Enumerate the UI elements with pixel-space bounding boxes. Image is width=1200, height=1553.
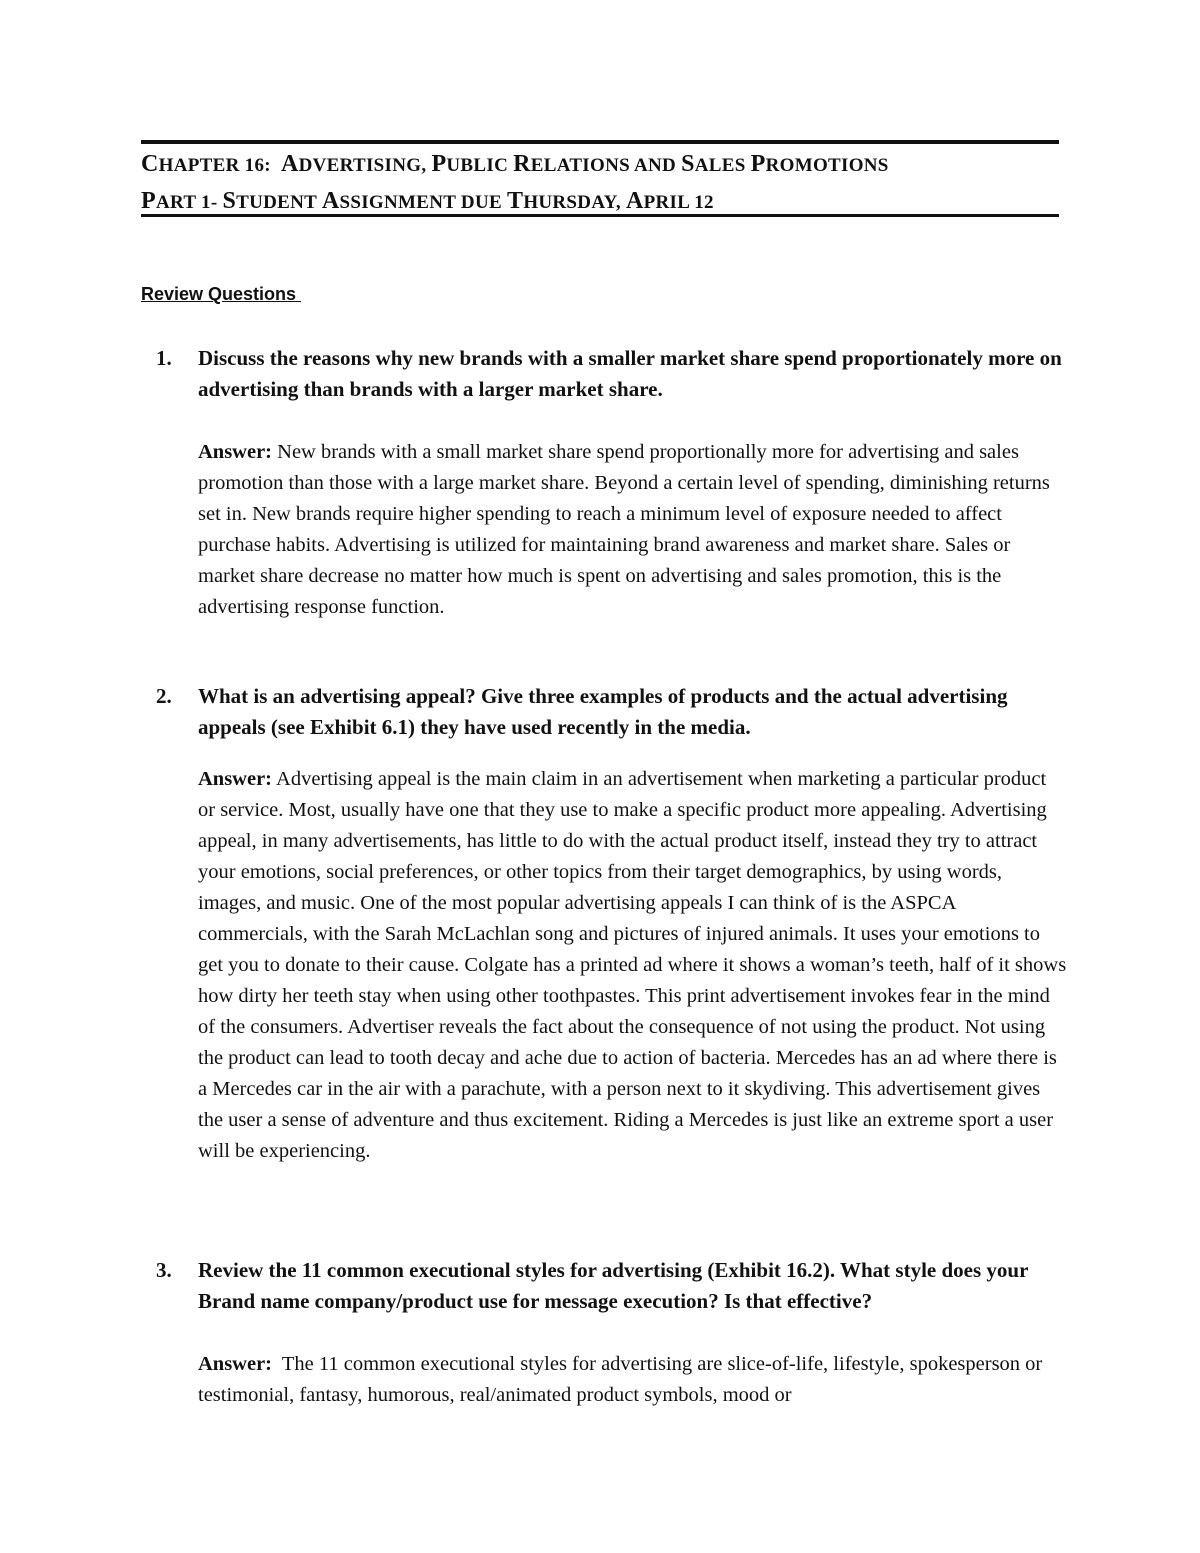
cap-letter: R (513, 151, 531, 177)
assignment-subtitle (141, 189, 714, 215)
heading-text: ELATIONS AND (530, 155, 682, 176)
answer-block (198, 764, 1068, 1167)
heading-text: ALES (694, 155, 751, 176)
heading-text: ROMOTIONS (765, 155, 889, 176)
cap-letter: P (141, 188, 156, 214)
section-title: Review Questions (141, 284, 302, 304)
answer-block (198, 1349, 1068, 1411)
heading-text: DVERTISING, (298, 155, 432, 176)
cap-letter: P (750, 151, 766, 177)
question-text: Review the 11 common executional styles for advertising (Exhibit 16.2). What style does your Brand name company/product use for message execution? Is that effective? (198, 1258, 1029, 1313)
question-number: 2. (156, 684, 172, 708)
answer-label: Answer: (198, 441, 273, 463)
answer-text: The 11 common executional styles for advertising are slice-of-life, lifestyle, spokesperson or testimonial, fantasy, humorous, real/animated product symbols, mood or (198, 1353, 1048, 1406)
question-text: What is an advertising appeal? Give three examples of products and the actual advertising appeals (see Exhibit 6.1) they have used recently in the media. (198, 684, 1008, 739)
cap-letter: S (681, 151, 695, 177)
question-number: 1. (156, 346, 172, 370)
heading-text: SSIGNMENT DUE (339, 192, 507, 213)
cap-letter: C (141, 151, 159, 177)
cap-letter: A (281, 151, 299, 177)
bottom-rule (141, 214, 1059, 217)
answer-text: Advertising appeal is the main claim in an advertisement when marketing a particular product or service. Most, usually have one that they use to make a specific product more appealing. Advertising appeal, in many advertisements, has little to do with the actual product itself, instead they try to attract your emotions, social preferences, or other topics from their target demographics, by using words, images, and music. One of the most popular advertising appeals I can think of is the ASPCA commercials, with the Sarah McLachlan song and pictures of injured animals. It uses your emotions to get you to donate to their cause. Colgate has a printed ad where it shows a woman’s teeth, half of it shows how dirty her teeth stay when using other toothpastes. This print advertisement invokes fear in the mind of the consumers. Advertiser reveals the fact about the consequence of not using the product. Not using the product can lead to tooth decay and ache due to action of bacteria. Mercedes has an ad where there is a Mercedes car in the air with a parachute, with a person next to it skydiving. This advertisement gives the user a sense of adventure and thus excitement. Riding a Mercedes is just like an extreme sport a user will be experiencing. (198, 768, 1067, 1162)
cap-letter: T (507, 188, 524, 214)
cap-letter: A (625, 188, 644, 214)
heading-text: HAPTER 16: (158, 155, 281, 176)
chapter-title (141, 152, 889, 178)
answer-text: New brands with a small market share spend proportionally more for advertising and sales promotion than those with a large market share. Beyond a certain level of spending, diminishing returns set in. New brands require higher spending to reach a minimum level of exposure needed to affect purchase habits. Advertising is utilized for maintaining brand awareness and market share. Sales or market share decrease no matter how much is spent on advertising and sales promotion, this is the advertising response function. (198, 441, 1050, 618)
heading-text: ART 1- (155, 192, 223, 213)
heading-text: TUDENT (236, 192, 322, 213)
answer-label: Answer: (198, 768, 273, 790)
cap-letter: S (222, 188, 237, 214)
answer-block (198, 437, 1068, 623)
cap-letter: A (321, 188, 340, 214)
heading-text: HURSDAY, (523, 192, 626, 213)
cap-letter: P (431, 151, 447, 177)
question-number: 3. (156, 1258, 172, 1282)
heading-text: UBLIC (446, 155, 514, 176)
heading-text: PRIL 12 (643, 192, 714, 213)
question-text: Discuss the reasons why new brands with a smaller market share spend proportionately more on advertising than brands with a larger market share. (198, 346, 1062, 401)
top-rule (141, 140, 1059, 144)
answer-label: Answer: (198, 1353, 273, 1375)
